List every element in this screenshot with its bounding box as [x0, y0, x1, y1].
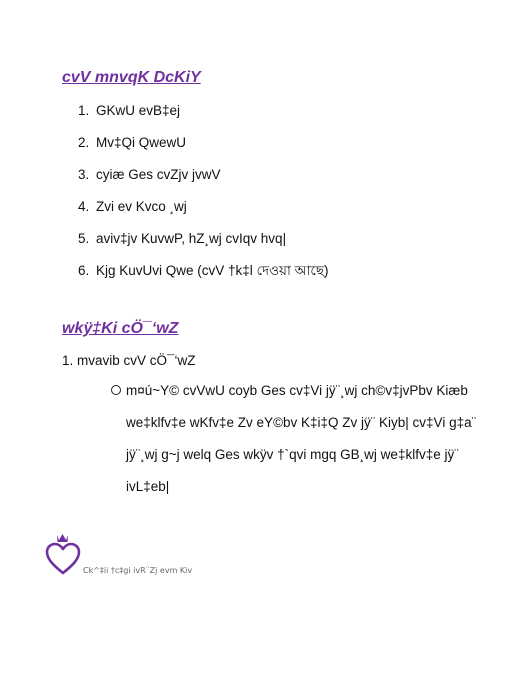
list-item-text: GKwU evB‡ej	[96, 103, 181, 118]
list-item	[78, 133, 329, 165]
list-item-number: 3.	[78, 167, 90, 182]
list-item-number: 2.	[78, 135, 90, 150]
list-item	[78, 229, 329, 261]
list-item	[78, 101, 329, 133]
list-item	[78, 197, 329, 229]
list-item-text: aviv‡jv KuvwP, hZ¸wj cvIqv hvq|	[96, 231, 287, 246]
list-item-text: cyiæ Ges cvZjv jvwV	[96, 167, 221, 182]
hollow-circle-bullet-icon	[111, 385, 121, 395]
paragraph-line: jÿ¨¸wj g~j welq Ges wkÿv †`qvi mgq GB¸wj we‡klfv‡e jÿ¨	[126, 447, 459, 462]
list-item	[78, 165, 329, 197]
footer-logo	[45, 533, 245, 578]
crown-heart-icon	[45, 533, 81, 577]
materials-list	[78, 101, 329, 293]
list-item-number: 6.	[78, 263, 90, 278]
paragraph-line: m¤ú~Y© cvVwU coyb Ges cv‡Vi jÿ¨¸wj ch©v‡jvPbv Kiæb	[126, 383, 468, 398]
list-item-number: 4.	[78, 199, 90, 214]
list-item-text: Zvi ev Kvco ¸wj	[96, 199, 187, 214]
paragraph-line: we‡klfv‡e wKfv‡e Zv eY©bv K‡i‡Q Zv jÿ¨ Kiyb| cv‡Vi g‡a¨	[126, 415, 477, 430]
list-item-number: 1.	[78, 103, 90, 118]
paragraph-line: ivL‡eb|	[126, 479, 170, 494]
list-item-number: 5.	[78, 231, 90, 246]
subheading: 1. mvavib cvV cÖ¯‘wZ	[62, 353, 196, 368]
list-item	[78, 261, 329, 293]
teacher-prep-heading: wkÿ‡Ki cÖ¯‘wZ	[62, 320, 179, 337]
list-item-text: Kjg KuvUvi Qwe (cvV †k‡l দেওয়া আছে)	[96, 263, 329, 278]
footer-text: Ck^‡ii †c‡gi ivR¨Zj evm Kiv	[83, 566, 193, 575]
materials-heading: cvV mnvqK DcKiY	[62, 69, 201, 86]
list-item-text: Mv‡Qi QwewU	[96, 135, 187, 150]
